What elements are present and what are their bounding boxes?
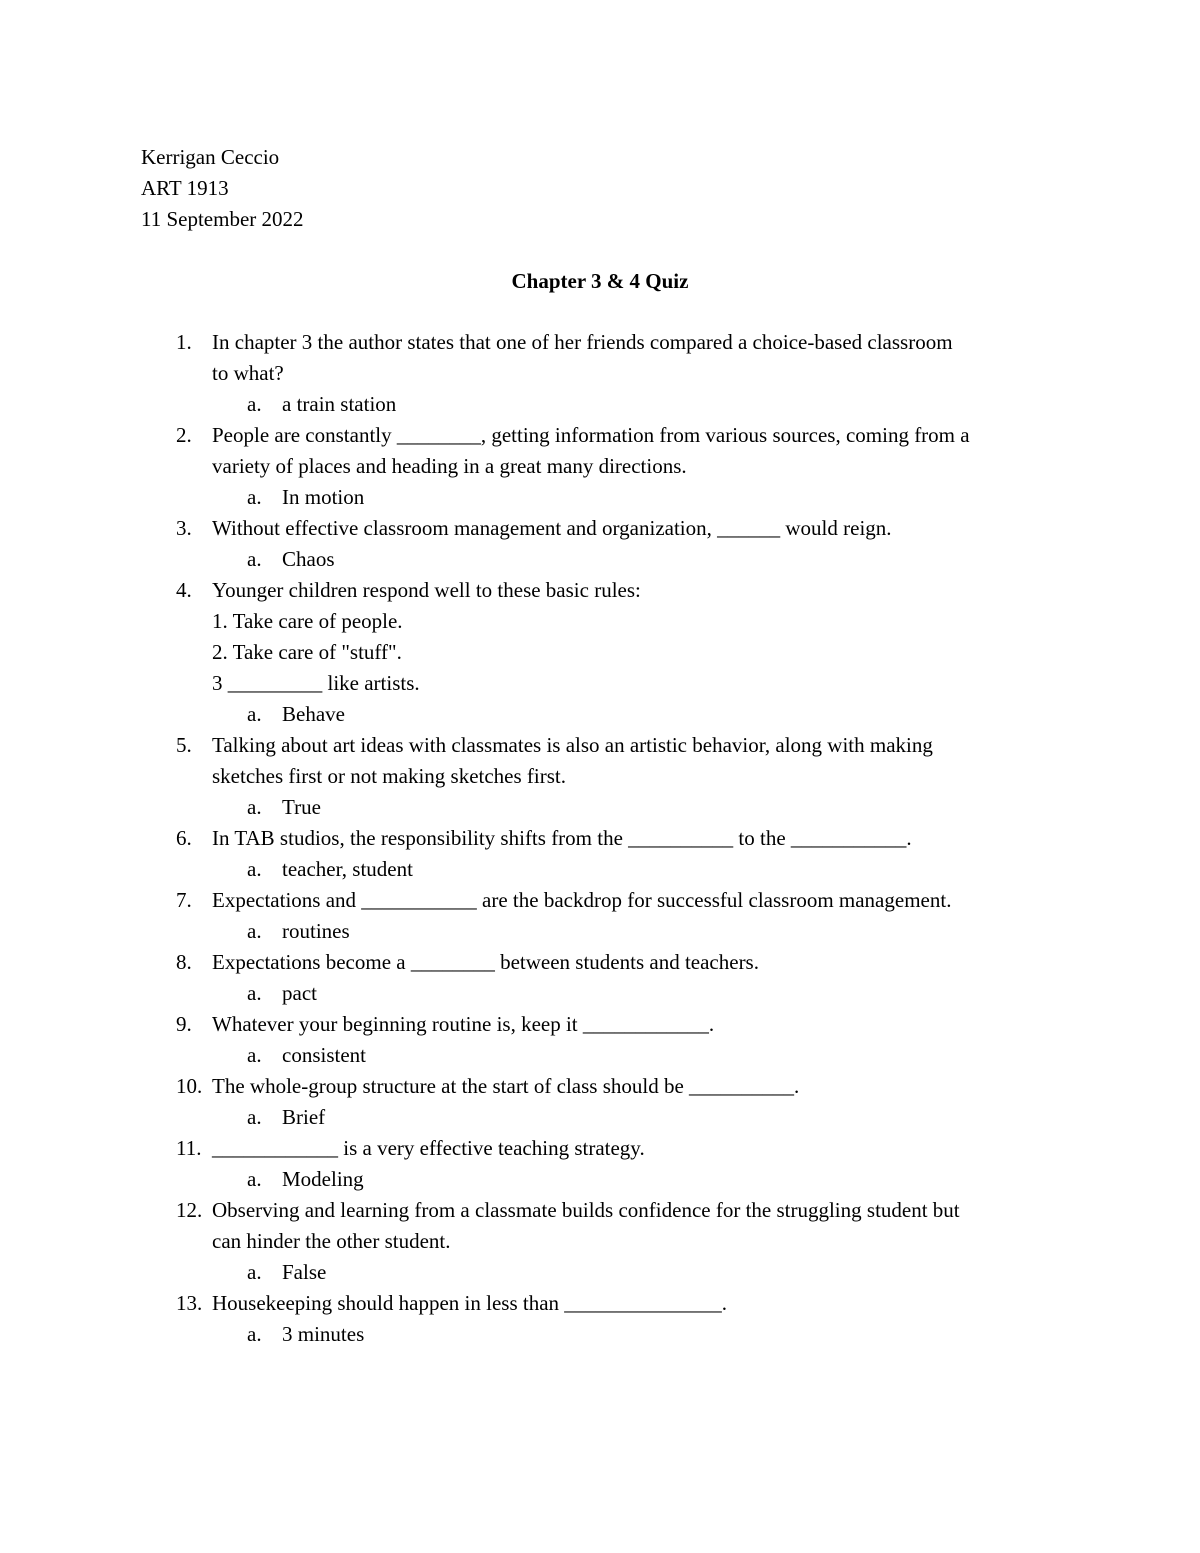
question-text: Talking about art ideas with classmates is also an artistic behavior, along with making (212, 733, 933, 757)
answer-text: True (282, 795, 321, 819)
quiz-question (176, 1071, 1076, 1133)
answer-line (176, 854, 1076, 885)
question-line (176, 606, 1076, 637)
quiz-question (176, 730, 1076, 823)
question-number: 2. (176, 423, 192, 447)
question-line (176, 451, 1076, 482)
answer-text: routines (282, 919, 350, 943)
answer-line (176, 1040, 1076, 1071)
quiz-question (176, 327, 1076, 420)
answer-text: False (282, 1260, 327, 1284)
quiz-question (176, 823, 1076, 885)
answer-letter: a. (247, 1043, 262, 1067)
question-line (176, 730, 1076, 761)
quiz-question (176, 420, 1076, 513)
question-number: 1. (176, 330, 192, 354)
question-line (176, 358, 1076, 389)
question-number: 9. (176, 1012, 192, 1036)
question-number: 13. (176, 1291, 203, 1315)
question-line (176, 1195, 1076, 1226)
question-text: Without effective classroom management and organization, ______ would reign. (212, 516, 892, 540)
answer-line (176, 1257, 1076, 1288)
answer-letter: a. (247, 485, 262, 509)
answer-line (176, 916, 1076, 947)
answer-text: consistent (282, 1043, 366, 1067)
question-line (176, 637, 1076, 668)
answer-text: teacher, student (282, 857, 413, 881)
answer-line (176, 978, 1076, 1009)
answer-letter: a. (247, 547, 262, 571)
question-text: People are constantly ________, getting information from various sources, coming from a (212, 423, 970, 447)
answer-text: Brief (282, 1105, 326, 1129)
quiz-list (176, 327, 1076, 1350)
answer-letter: a. (247, 1105, 262, 1129)
answer-letter: a. (247, 1167, 262, 1191)
question-text: Observing and learning from a classmate builds confidence for the struggling student but (212, 1198, 960, 1222)
question-text: variety of places and heading in a great many directions. (212, 454, 687, 478)
question-text: 1. Take care of people. (212, 609, 403, 633)
question-line (176, 513, 1076, 544)
answer-line (176, 1319, 1076, 1350)
question-text: Younger children respond well to these basic rules: (212, 578, 641, 602)
question-line (176, 1288, 1076, 1319)
answer-text: a train station (282, 392, 397, 416)
answer-text: 3 minutes (282, 1322, 365, 1346)
answer-line (176, 544, 1076, 575)
question-number: 7. (176, 888, 192, 912)
question-text: Whatever your beginning routine is, keep it ____________. (212, 1012, 715, 1036)
question-text: 3 _________ like artists. (212, 671, 420, 695)
answer-letter: a. (247, 857, 262, 881)
question-number: 12. (176, 1198, 203, 1222)
document-header (141, 142, 304, 235)
question-number: 5. (176, 733, 192, 757)
answer-text: In motion (282, 485, 365, 509)
student-name: Kerrigan Ceccio (141, 145, 280, 169)
answer-text: pact (282, 981, 317, 1005)
question-text: to what? (212, 361, 284, 385)
course-code: ART 1913 (141, 176, 229, 200)
question-line (176, 327, 1076, 358)
answer-text: Chaos (282, 547, 335, 571)
question-text: Expectations become a ________ between students and teachers. (212, 950, 759, 974)
question-line (176, 575, 1076, 606)
answer-letter: a. (247, 392, 262, 416)
quiz-question (176, 947, 1076, 1009)
quiz-question (176, 513, 1076, 575)
question-text: Expectations and ___________ are the backdrop for successful classroom management. (212, 888, 952, 912)
question-number: 11. (176, 1136, 202, 1160)
answer-line (176, 1102, 1076, 1133)
answer-letter: a. (247, 981, 262, 1005)
answer-line (176, 699, 1076, 730)
document-date: 11 September 2022 (141, 207, 304, 231)
question-line (176, 885, 1076, 916)
quiz-title: Chapter 3 & 4 Quiz (511, 269, 689, 293)
question-number: 3. (176, 516, 192, 540)
question-line (176, 761, 1076, 792)
question-text: 2. Take care of "stuff". (212, 640, 402, 664)
question-text: sketches first or not making sketches first. (212, 764, 567, 788)
question-text: In TAB studios, the responsibility shifts from the __________ to the ___________. (212, 826, 912, 850)
answer-text: Behave (282, 702, 345, 726)
question-number: 8. (176, 950, 192, 974)
question-text: In chapter 3 the author states that one of her friends compared a choice-based classroom (212, 330, 953, 354)
answer-letter: a. (247, 1260, 262, 1284)
quiz-question (176, 1009, 1076, 1071)
quiz-question (176, 575, 1076, 730)
answer-letter: a. (247, 702, 262, 726)
answer-line (176, 1164, 1076, 1195)
answer-line (176, 482, 1076, 513)
quiz-question (176, 1195, 1076, 1288)
question-line (176, 420, 1076, 451)
question-line (176, 823, 1076, 854)
question-number: 6. (176, 826, 192, 850)
question-line (176, 1009, 1076, 1040)
question-number: 10. (176, 1074, 203, 1098)
question-text: ____________ is a very effective teaching strategy. (212, 1136, 645, 1160)
question-line (176, 668, 1076, 699)
question-line (176, 1226, 1076, 1257)
quiz-question (176, 1288, 1076, 1350)
question-text: can hinder the other student. (212, 1229, 451, 1253)
answer-line (176, 389, 1076, 420)
answer-text: Modeling (282, 1167, 364, 1191)
question-text: Housekeeping should happen in less than _______________. (212, 1291, 728, 1315)
question-text: The whole-group structure at the start of class should be __________. (212, 1074, 800, 1098)
question-line (176, 1071, 1076, 1102)
quiz-question (176, 1133, 1076, 1195)
question-number: 4. (176, 578, 192, 602)
question-line (176, 1133, 1076, 1164)
quiz-question (176, 885, 1076, 947)
question-line (176, 947, 1076, 978)
answer-line (176, 792, 1076, 823)
answer-letter: a. (247, 919, 262, 943)
answer-letter: a. (247, 795, 262, 819)
answer-letter: a. (247, 1322, 262, 1346)
